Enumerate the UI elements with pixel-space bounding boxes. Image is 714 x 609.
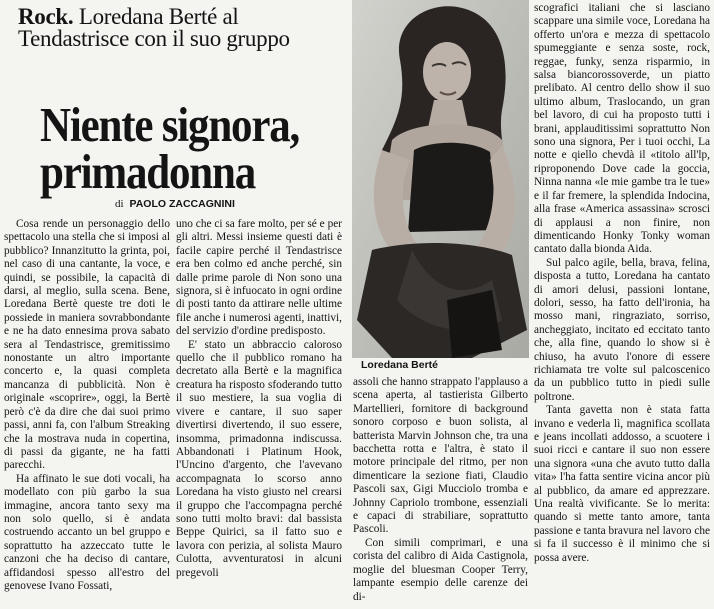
- article-column-1: [4, 218, 170, 593]
- byline-author: PAOLO ZACCAGNINI: [129, 198, 235, 210]
- paragraph: Sul palco agile, bella, brava, felina, disposta a tutto, Loredana ha cantato di amori delusi, passioni lontane, dolori, sesso, ha fatto dell'ironia, ha mosso mani, ringraziato, sorriso, ancheggiato, incitato ed eccitato tanto che, alla fine, quando lo show si è chiuso, ha avuto l'onore di essere richiamata tre volte sul palcoscenico da un pubblico tutto in piedi sulle poltrone.: [534, 256, 710, 403]
- paragraph: uno che ci sa fare molto, per sé e per gli altri. Messi insieme questi dati è facile capire perché il Tendastrisce era ben colmo ed anche perché, sin dalle prime parole di Non sono una signora, si è infuocato in ogni ordine di posti tanto da attirare nelle ultime file anche i numerosi agenti, inattivi, del servizio d'ordine predisposto.: [176, 218, 342, 338]
- kicker-label: Rock.: [18, 4, 74, 29]
- paragraph: Ha affinato le sue doti vocali, ha modellato con più garbo la sua immagine, ancora tanto sexy ma non solo quello, si è andata costruendo accanto un bel gruppo e soprattutto ha azzeccato tutte le canzoni che ha deciso di cantare, affidandosi spesso all'estro del genovese Ivano Fossati,: [4, 472, 170, 592]
- byline: [115, 198, 345, 210]
- photo-caption: Loredana Berté: [361, 359, 439, 371]
- kicker-text: Loredana Berté al Tendastrisce con il suo gruppo: [18, 4, 290, 51]
- paragraph: Tanta gavetta non è stata fatta invano e vederla lì, magnifica scollata e jeans incollati addosso, a scuotere i suoi ricci e cantare il suo non essere una signora «una che avuto tutto dalla vita» l'ha fatta sentire vicina ancor più al pubblico, da amare ed apprezzare. Una realtà vivificante. Se lo merita: quando si mette tanto amore, tanta passione e tanta bravura nel lavoro che si fa il successo è il minimo che si possa avere.: [534, 404, 710, 564]
- paragraph: scografici italiani che si lasciano scappare una simile voce, Loredana ha offerto un'ora e mezza di spettacolo spumeggiante e senza soste, rock, reggae, funky, senza risparmio, in salsa biancorossoverde, un piatto prelibato. Al centro dello show il suo ultimo album, Traslocando, un gran bel lavoro, di cui ha proposto tutti i brani, applauditissimi soprattutto Non sono una signora, Per i tuoi occhi, La notte e qiello chevdà il «titolo all'lp, riproponendo Dove cade la goccia, Ninna nanna «le mie gambe tra le tue» e il far fremere, la splendida Indocina, alla frase «America assassina» scrosci di applausi a non finire, non dimenticando Honky Tonky woman cantato dalla bionda Aida.: [534, 2, 710, 256]
- article-photo: [352, 0, 529, 358]
- paragraph: E' stato un abbraccio caloroso quello che il pubblico romano ha decretato alla Bertè e la magnifica creatura ha risposto sfoderando tutto il suo mestiere, la sua voglia di vivere e cantare, il suo saper divertirsi divertendo, il suo essere, insomma, primadonna indiscussa. Abbandonati i Platinum Hook, l'Uncino d'argento, che l'avevano accompagnata lo scorso anno Loredana ha visto giusto nel crearsi il gruppo che l'accompagna perché sono tutti molto bravi: dal bassista Beppe Quirici, sa il fatto suo e lavora con perizia, al solista Mauro Culotta, avventuratosi in alcuni pregevoli: [176, 338, 342, 579]
- byline-prefix: di: [115, 198, 124, 210]
- headline-line-1: Niente signora,: [40, 99, 300, 153]
- paragraph: Cosa rende un personaggio dello spettacolo una stella che si imposi al pubblico? Innanzitutto la grinta, poi, nel caso di una cantante, la voce, e quindi, se possibile, la capacità di darsi, al meglio, sulla scena. Bene, Loredana Bertè queste tre doti le possiede in maniera sovrabbondante e ne ha dato ennesima prova sabato sera al Tendastrisce, gremitissimo nonostante un altro importante concerto e, la quasi completa mancanza di pubblicità. Non è originale «scoprire», oggi, la Bertè però c'è da dire che dai suoi primo passi, anni fa, con l'album Streaking che la mostrava nuda in copertina, di passi da gigante, ne ha fatti parecchi.: [4, 218, 170, 472]
- article-column-2: [176, 218, 342, 580]
- kicker: [18, 6, 343, 50]
- article-column-3: [353, 376, 528, 604]
- woman-photo-illustration: [352, 0, 529, 358]
- paragraph: Con simili comprimari, e una corista del calibro di Aida Castignola, moglie del bluesman Cooper Terry, lampante esempio delle carenze dei di-: [353, 536, 528, 603]
- headline-line-2: primadonna: [40, 146, 256, 200]
- paragraph: assoli che hanno strappato l'applauso a scena aperta, al tastierista Gilberto Martellieri, fornitore di background sonoro corposo e buon solista, al batterista Marvin Johnson che, tra una bacchetta rotta e l'altra, è stato il motore principale del ritmo, per non dimenticare la sezione fiati, Claudio Pascoli sax, Gigi Mucciolo tromba e Johnny Capriolo trombone, essenziali e capaci di strabiliare, soprattutto Pascoli.: [353, 376, 528, 536]
- headline: [40, 99, 340, 200]
- article-column-4: [534, 2, 710, 565]
